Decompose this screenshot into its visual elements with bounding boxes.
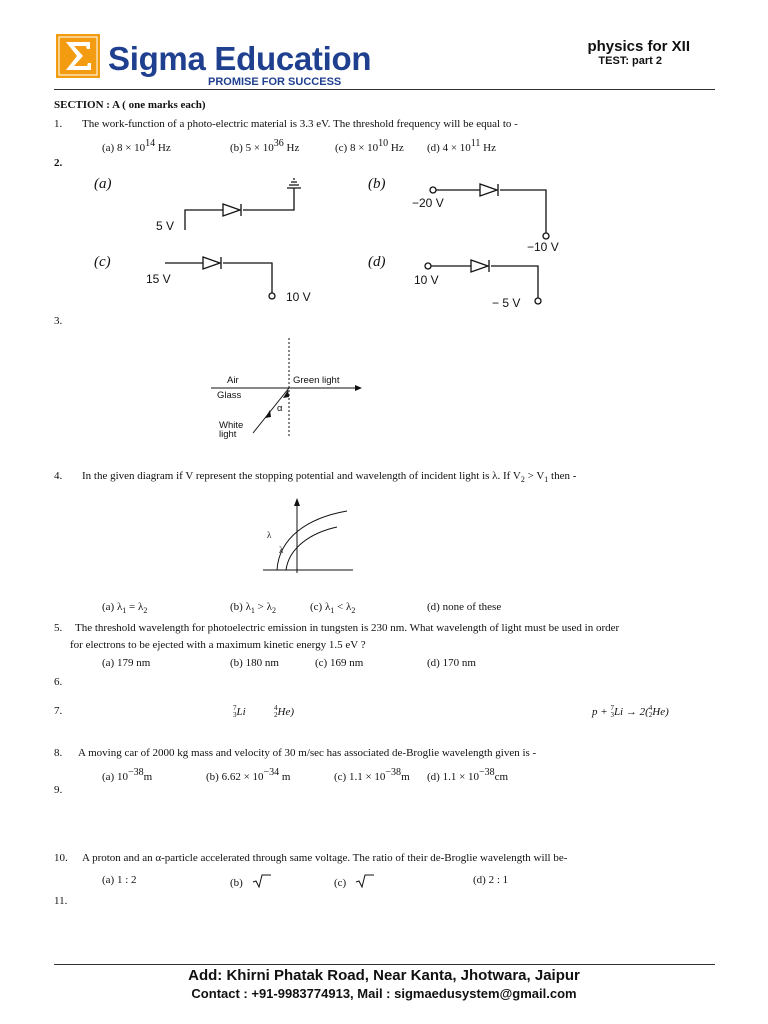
medium-label: Glass — [217, 390, 242, 401]
option-text: (c) 1.1 × 10 — [334, 771, 386, 783]
atomic-number: 3 — [610, 711, 614, 719]
helium-symbol — [274, 705, 294, 719]
question-number: 7. — [54, 705, 63, 717]
mass-number: 4 — [274, 704, 278, 712]
y-axis-arrow-icon — [294, 498, 300, 506]
header-divider — [54, 89, 715, 90]
exponent: 36 — [273, 138, 284, 149]
option-unit: cm — [494, 771, 509, 783]
subscript: 1 — [544, 475, 549, 484]
option-a — [102, 138, 171, 154]
voltage-label: −20 V — [412, 196, 444, 210]
option-c — [335, 138, 404, 154]
voltage-label: − 5 V — [492, 296, 521, 310]
atomic-number: 3 — [233, 711, 237, 719]
option-text: (b) λ — [230, 601, 251, 613]
terminal-icon — [425, 263, 431, 269]
terminal-icon — [269, 293, 275, 299]
voltage-label: 10 V — [414, 273, 439, 287]
option-text: < λ — [334, 601, 352, 613]
stopping-potential-graph — [255, 493, 360, 575]
square-root-icon — [355, 874, 375, 888]
option-d: (d) 170 nm — [427, 657, 476, 669]
diode-icon — [203, 257, 220, 269]
mass-number: 4 — [648, 704, 653, 712]
section-title: SECTION : A ( one marks each) — [54, 99, 206, 111]
question-number: 10. — [54, 852, 68, 864]
circuit-d-wire — [431, 266, 538, 298]
lithium-symbol — [233, 705, 246, 719]
brand-tagline: PROMISE FOR SUCCESS — [208, 76, 342, 88]
element-symbol: He) — [277, 706, 294, 718]
ground-icon — [287, 179, 301, 188]
subscript: 2 — [143, 606, 148, 615]
option-unit: m — [143, 771, 153, 783]
terminal-icon — [543, 233, 549, 239]
option-unit: m — [279, 771, 291, 783]
element-symbol: Li — [236, 706, 246, 718]
option-c — [334, 767, 410, 783]
text-part: In the given diagram if V represent the stopping potential and wavelength of incident light is λ. If V — [82, 470, 521, 482]
option-b: (b) 180 nm — [230, 657, 279, 669]
option-text: (a) λ — [102, 601, 123, 613]
test-part-label: TEST: part 2 — [598, 55, 662, 67]
circuit-a-wire — [243, 188, 294, 210]
option-text: = λ — [126, 601, 144, 613]
angle-label: α — [277, 403, 283, 414]
option-unit: Hz — [155, 142, 171, 154]
question-text: The threshold wavelength for photoelectric emission in tungsten is 230 nm. What wavelength of light must be used in order — [75, 622, 620, 634]
question-number: 5. — [54, 622, 63, 634]
exponent: 10 — [378, 138, 389, 149]
option-text: (c) 8 × 10 — [335, 142, 379, 154]
question-number: 6. — [54, 676, 63, 688]
option-a — [102, 767, 152, 783]
question-number: 1. — [54, 118, 63, 130]
option-a: (a) 1 : 2 — [102, 874, 137, 886]
circuit-a-wire — [185, 210, 223, 230]
question-number: 2. — [54, 157, 63, 169]
voltage-label: 5 V — [156, 219, 175, 233]
mass-number: 7 — [233, 704, 237, 712]
option-b — [230, 874, 272, 889]
ray-label: White — [219, 420, 244, 431]
exponent: −34 — [263, 767, 280, 778]
question-number: 4. — [54, 470, 63, 482]
arrow-icon — [355, 385, 362, 391]
option-b — [230, 601, 276, 615]
voltage-label: 15 V — [146, 272, 171, 286]
voltage-label: −10 V — [527, 240, 559, 254]
option-b — [206, 767, 290, 783]
option-d: (d) 2 : 1 — [473, 874, 509, 886]
atomic-number: 2 — [274, 711, 278, 719]
option-text: (a) 8 × 10 — [102, 142, 146, 154]
question-text: for electrons to be ejected with a maximum kinetic energy 1.5 eV ? — [70, 639, 366, 651]
option-text: (d) 4 × 10 — [427, 142, 471, 154]
exponent: −38 — [127, 767, 144, 778]
figure-label-d: (d) — [368, 254, 386, 270]
ray-label: Green light — [293, 375, 340, 386]
option-text: (b) — [230, 877, 243, 889]
reaction-part: p + — [592, 706, 611, 718]
terminal-icon — [430, 187, 436, 193]
option-c: (c) 169 nm — [315, 657, 364, 669]
circuit-c-wire — [165, 263, 272, 293]
exponent: −38 — [385, 767, 402, 778]
subscript: 2 — [520, 475, 525, 484]
option-text: (d) none of these — [427, 601, 502, 613]
figure-label-b: (b) — [368, 176, 386, 192]
footer-contact: Contact : +91-9983774913, Mail : sigmaedusystem@gmail.com — [191, 986, 577, 1001]
option-text: (b) 5 × 10 — [230, 142, 274, 154]
option-unit: Hz — [388, 142, 404, 154]
subscript: 2 — [271, 606, 276, 615]
option-text: (d) 1.1 × 10 — [427, 771, 480, 783]
option-text: (c) — [334, 877, 347, 889]
option-d — [427, 601, 501, 613]
ray-label: light — [219, 429, 237, 440]
refraction-figure — [205, 338, 370, 444]
footer-address: Add: Khirni Phatak Road, Near Kanta, Jhotwara, Jaipur — [188, 967, 580, 984]
option-text: (a) 10 — [102, 771, 128, 783]
subscript: 1 — [250, 606, 255, 615]
question-number: 11. — [54, 895, 68, 907]
curve-label: λ — [267, 530, 272, 540]
question-number: 8. — [54, 747, 63, 759]
terminal-icon — [535, 298, 541, 304]
option-a: (a) 179 nm — [102, 657, 151, 669]
voltage-label: 10 V — [286, 290, 311, 304]
subject-title: physics for XII — [587, 38, 690, 55]
nuclear-reaction — [592, 705, 669, 719]
option-c — [310, 601, 355, 615]
diode-icon — [223, 204, 240, 216]
medium-label: Air — [227, 375, 239, 386]
question-text: A moving car of 2000 kg mass and velocity of 30 m/sec has associated de-Broglie wavelength given is - — [78, 747, 537, 759]
option-unit: Hz — [283, 142, 300, 154]
option-text: (c) λ — [310, 601, 331, 613]
diode-circuits-figure — [80, 168, 600, 310]
option-d — [427, 767, 508, 783]
arrow-icon — [265, 410, 271, 418]
option-a — [102, 601, 147, 615]
option-text: > λ — [254, 601, 272, 613]
mass-number: 7 — [610, 704, 614, 712]
subscript: 1 — [330, 606, 335, 615]
subscript: 2 — [351, 606, 356, 615]
atomic-number: 2 — [648, 711, 653, 719]
diode-icon — [480, 184, 497, 196]
reaction-part: Li → 2( — [613, 706, 649, 718]
footer-divider — [54, 964, 715, 965]
diode-icon — [471, 260, 488, 272]
circuit-b-wire — [436, 190, 546, 233]
exponent: 14 — [145, 138, 156, 149]
question-number: 9. — [54, 784, 63, 796]
text-part: > V — [524, 470, 545, 482]
exponent: 11 — [470, 138, 481, 149]
brand-name: Sigma Education — [108, 40, 372, 77]
reaction-part: He) — [652, 706, 669, 718]
subscript: 1 — [122, 606, 127, 615]
option-unit: m — [401, 771, 410, 783]
square-root-icon — [252, 874, 272, 888]
option-text: (b) 6.62 × 10 — [206, 771, 264, 783]
option-b — [230, 138, 299, 154]
option-unit: Hz — [480, 142, 496, 154]
white-light-ray — [253, 388, 289, 433]
option-c — [334, 874, 375, 889]
exponent: −38 — [479, 767, 495, 778]
question-number: 3. — [54, 315, 63, 327]
text-part: then - — [548, 470, 577, 482]
curve-label: λ — [279, 545, 284, 555]
question-text: The work-function of a photo-electric material is 3.3 eV. The threshold frequency will be equal to - — [82, 118, 518, 130]
curve-2 — [286, 527, 337, 570]
sigma-logo — [56, 34, 100, 78]
question-text: A proton and an α-particle accelerated through same voltage. The ratio of their de-Broglie wavelength will be- — [82, 852, 568, 864]
option-d — [427, 138, 496, 154]
figure-label-c: (c) — [94, 254, 111, 270]
figure-label-a: (a) — [94, 176, 112, 192]
question-text — [82, 470, 576, 484]
curve-1 — [277, 511, 347, 570]
